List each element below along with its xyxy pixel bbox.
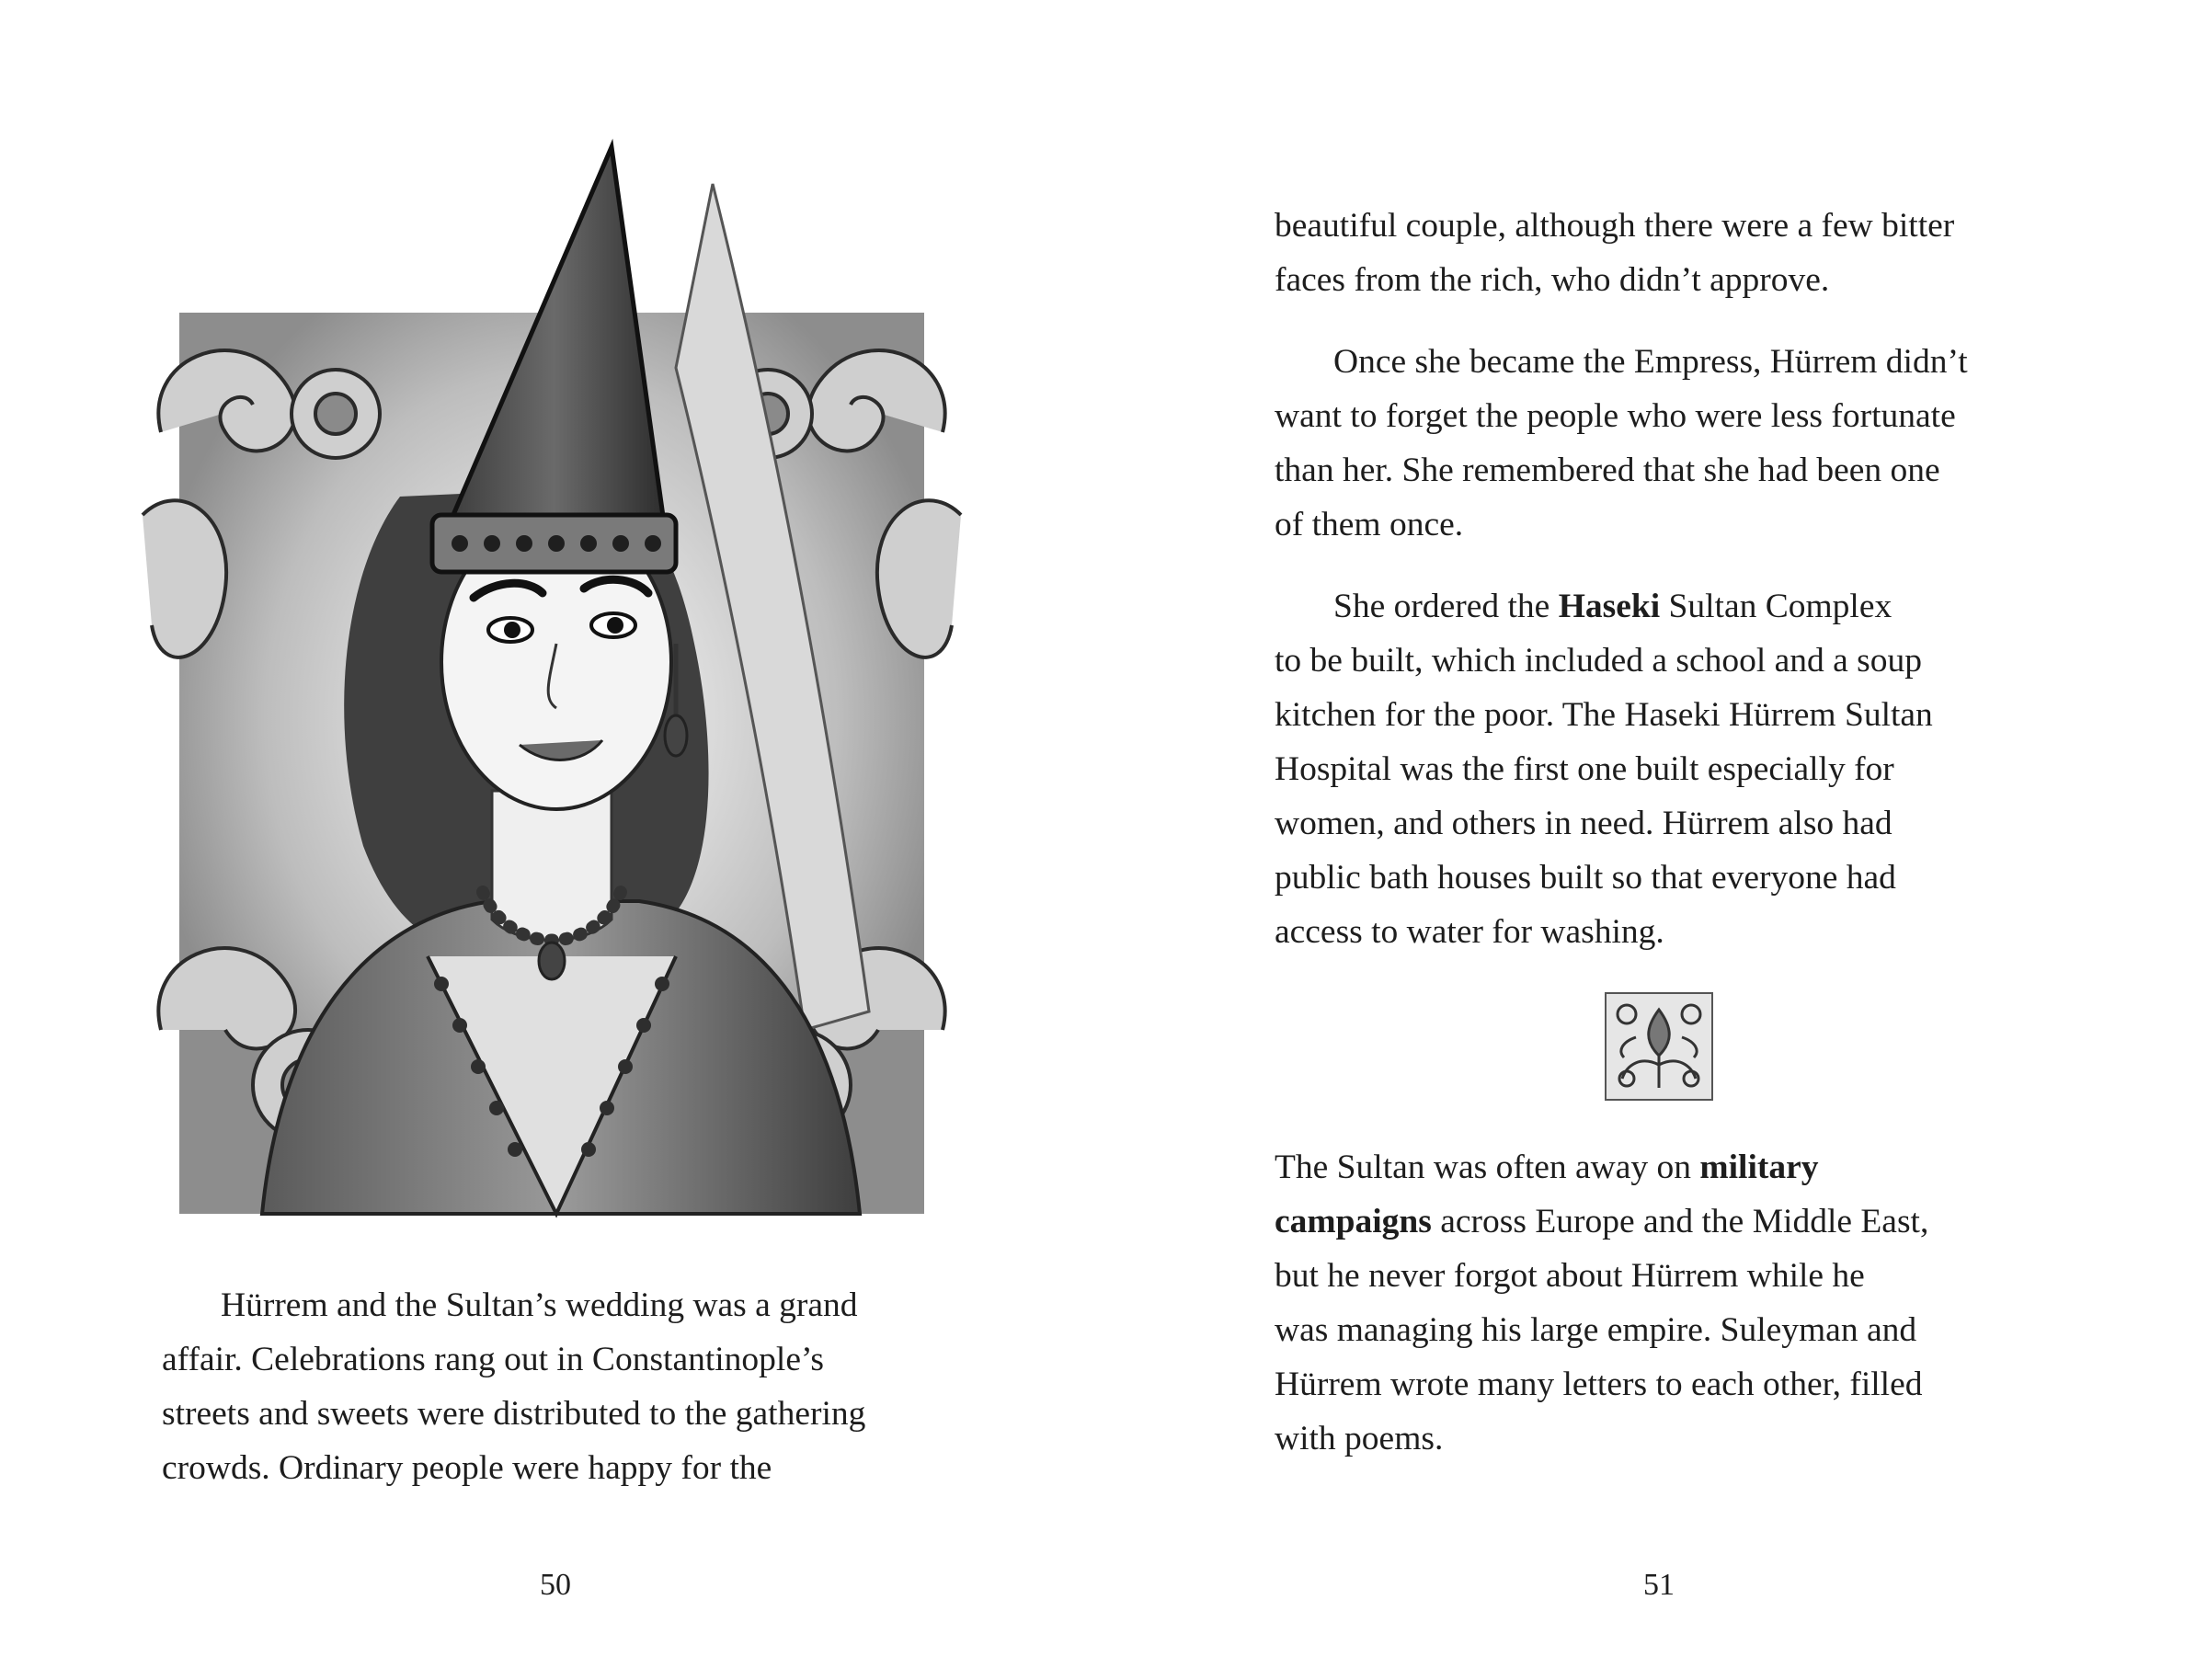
text-line: want to forget the people who were less fortunate: [1275, 397, 1956, 435]
right-text-bottom: [1275, 1140, 2102, 1466]
text-line: to be built, which included a school and a soup: [1275, 642, 1923, 680]
neck: [492, 791, 612, 941]
text-line: women, and others in need. Hürrem also had: [1275, 805, 1893, 842]
right-page: [1104, 0, 2207, 1680]
text-line: Hürrem wrote many letters to each other, filled: [1275, 1366, 1923, 1403]
text-line: [1275, 579, 2102, 634]
page-number: 51: [1643, 1568, 1675, 1602]
text-line: beautiful couple, although there were a few bitter: [1275, 207, 1955, 245]
text-line: access to water for washing.: [1275, 913, 1664, 951]
portrait-illustration: [124, 129, 979, 1232]
text-line: of them once.: [1275, 506, 1464, 543]
text-line: [1275, 1140, 2102, 1194]
text-line: kitchen for the poor. The Haseki Hürrem Sultan: [1275, 696, 1933, 734]
text-line: faces from the rich, who didn’t approve.: [1275, 261, 1830, 299]
text-line: Once she became the Empress, Hürrem didn’t: [1333, 343, 1968, 381]
text-line: was managing his large empire. Suleyman and: [1275, 1311, 1917, 1349]
text-line: public bath houses built so that everyone had: [1275, 859, 1896, 897]
text-line: streets and sweets were distributed to the gathering: [162, 1395, 866, 1433]
text-line: Hospital was the first one built especially for: [1275, 750, 1894, 788]
section-divider-ornament: [1604, 991, 1714, 1102]
text-fragment: Sultan Complex: [1660, 588, 1893, 625]
text-line: affair. Celebrations rang out in Constantinople’s: [162, 1341, 825, 1378]
text-line: than her. She remembered that she had been one: [1275, 451, 1940, 489]
text-line: with poems.: [1275, 1420, 1444, 1457]
text-line: but he never forgot about Hürrem while he: [1275, 1257, 1865, 1295]
paragraph-campaigns: [1275, 1140, 2102, 1466]
text-fragment: The Sultan was often away on: [1275, 1149, 1700, 1186]
text-line: Hürrem and the Sultan’s wedding was a grand: [221, 1286, 858, 1324]
text-fragment: She ordered the: [1333, 588, 1559, 625]
glossary-term-haseki: Haseki: [1558, 588, 1661, 625]
right-text-top: [1275, 199, 2102, 959]
glossary-term-military: military: [1699, 1149, 1819, 1186]
text-line: [1275, 1194, 2102, 1249]
text-fragment: across Europe and the Middle East,: [1431, 1203, 1929, 1240]
left-paragraph: [162, 1278, 989, 1495]
paragraph-continuation: [1275, 199, 2102, 307]
paragraph-empress: [1275, 335, 2102, 552]
page-number: 50: [540, 1568, 571, 1602]
text-line: crowds. Ordinary people were happy for the: [162, 1449, 772, 1487]
glossary-term-campaigns: campaigns: [1275, 1203, 1432, 1240]
paragraph-haseki: [1275, 579, 2102, 959]
